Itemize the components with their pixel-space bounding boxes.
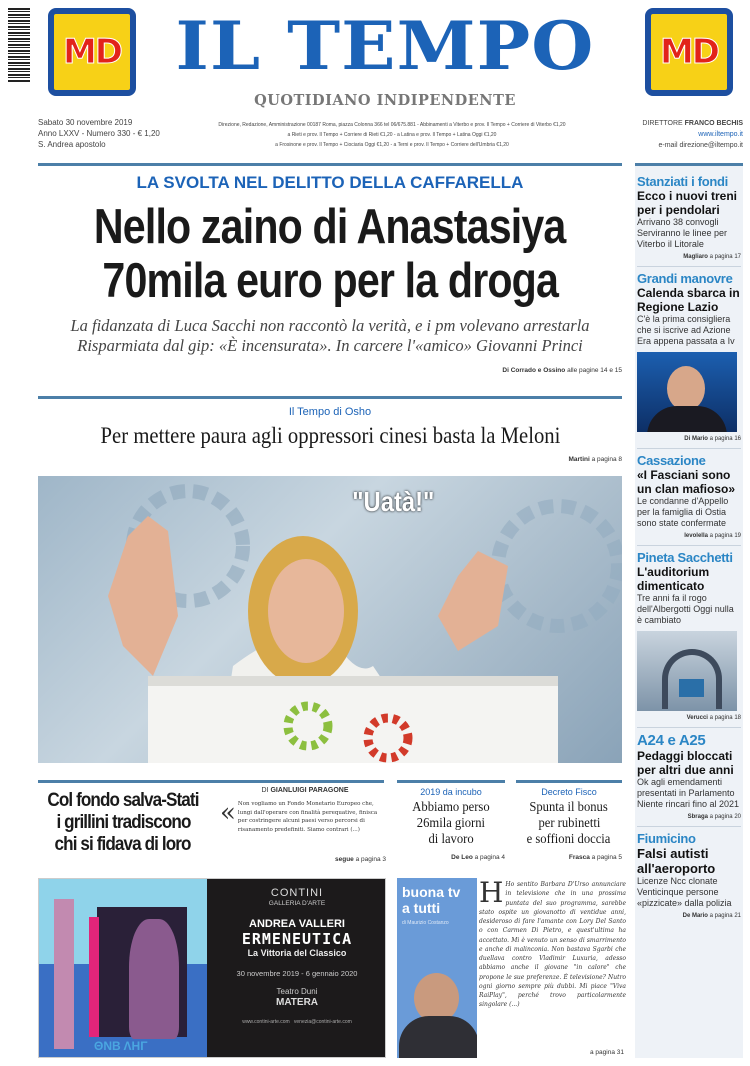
column-title: a tutti [402,900,441,916]
publisher-info [172,120,612,150]
sidebar-headline: Calenda sbarca in Regione Lazio [637,286,740,314]
column-author: di Maurizio Costanzo [402,920,449,926]
sidebar-story[interactable] [637,449,741,546]
divider [397,780,505,783]
editorial-text[interactable]: « Non vogliamo un Fondo Monetario Europeo che, lungi dall'operare con finalità perequative, finisca per costringere alcuni paesi verso percorsi di risanamento predefiniti. Siamo contrari (...) [220,800,378,833]
headline-line: 70mila euro per la droga [102,254,558,308]
divider [516,780,622,783]
headline-line: chi si fidava di loro [54,834,191,855]
col2-kicker: 2019 da incubo [420,787,482,797]
sidebar-body: Ok agli emendamenti presentati in Parlamento Niente rincari fino al 2021 [637,777,740,809]
byline-author: Magliaro [683,254,708,260]
column-portrait [399,968,477,1058]
page-ref: a pagina 18 [709,715,741,721]
photo-illustration [38,476,622,763]
byline-author: De Mario [682,913,708,919]
headline-line: per rubinetti [538,816,600,831]
second-headline[interactable] [38,422,622,450]
page-ref: alle pagine 14 e 15 [567,367,622,374]
ad-artist: ANDREA VALLERI [249,918,345,930]
col3-headline[interactable] [516,800,622,848]
col3-kicker: Decreto Fisco [541,787,597,797]
edition-info [38,117,168,150]
column-title: buona tv [402,884,461,900]
page-ref: a pagina 16 [709,436,741,442]
sidebar-headline: L'auditorium dimenticato [637,565,710,593]
ad-artwork [39,879,207,1058]
sidebar-story[interactable] [637,546,741,728]
column-text[interactable]: H Ho sentito Barbara D'Urso annunciare in televisione che in una prossima puntata del suo programma, sarebbe stato ospite un giovanotto di ventidue anni, desideroso di fare l'amante con Lory Del Santo o con Carmen Di Pietro, e quest'ultima ha accettato. Mi è venuto un senso di smarrimento e anche di malinconia. Non bastava Sgarbi che duellava contro Vladimir Luxuria, adesso abbiamo anche il giovane "in calore" che propone le sue preferenze. È televisione? Nutro ogni giorno sempre più dubbi. Mi piace "Viva RaiPlay", perché trovo particolarmente singolare (...) [479,880,626,1009]
editorial-author [226,787,384,794]
md-logo-left [48,8,136,96]
ad-venue: Teatro Duni [276,987,318,996]
advertisement[interactable] [38,878,386,1058]
email-link[interactable]: e-mail direzione@iltempo.it [658,142,743,149]
director-info [625,118,743,151]
headline-line: Spunta il bonus [529,800,609,815]
ad-subtitle: La Vittoria del Classico [247,948,347,958]
byline-author: Di Mario [684,436,708,442]
sidebar-body: C'è la prima consigliera che si iscrive ad Azione Era appena passata a Iv [637,314,735,346]
lead-headline[interactable] [38,200,622,308]
divider [635,163,743,166]
photo-caption: "Uatà!" [352,486,435,517]
column-box[interactable] [397,878,477,1058]
byline-author: Di Corrado e Ossino [502,367,566,374]
byline-author: Sbraga [687,814,708,820]
editorial-byline [220,856,386,863]
ad-dates: 30 novembre 2019 - 6 gennaio 2020 [236,969,358,978]
sidebar-story[interactable] [637,827,741,925]
sidebar-kicker: Pineta Sacchetti [637,550,733,565]
sidebar-story[interactable] [637,728,741,827]
sidebar-photo [637,352,737,432]
author-name: GIANLUIGI PARAGONE [270,787,349,794]
page-ref: a pagina 20 [709,814,741,820]
page-ref: a pagina 5 [591,854,622,861]
col2-headline[interactable] [397,800,505,848]
column-page-ref: a pagina 31 [590,1049,624,1056]
headline-line: e soffioni doccia [527,832,611,847]
summary-line: Risparmiata dal gip: «È incensurata». In carcere l'«amico» Giovanni Princi [77,336,583,355]
byline-author: Ievolella [684,533,708,539]
second-kicker: Il Tempo di Osho [288,406,372,418]
ad-mail: venezia@contini-arte.com [293,1019,352,1025]
sidebar-headline: Ecco i nuovi treni per i pendolari [637,189,738,217]
divider [38,396,622,399]
info-line: a Frosinone e prov. Il Tempo + Ciociaria Oggi €1,20 - a Terni e prov. Il Tempo + Corriere dell'Umbria €1,20 [275,142,509,148]
lead-kicker: LA SVOLTA NEL DELITTO DELLA CAFFARELLA [136,173,524,192]
sidebar-kicker: A24 e A25 [637,732,706,749]
director-name: FRANCO BECHIS [684,120,743,127]
sidebar-story[interactable] [637,170,741,267]
ad-gallery-sub: GALLERIA D'ARTE [268,900,326,907]
date: Sabato 30 novembre 2019 [38,118,133,127]
md-logo-text: MD [659,32,719,72]
sidebar-kicker: Cassazione [637,453,706,468]
sidebar-headline: «I Fasciani sono un clan mafioso» [637,468,736,496]
col2-byline [397,854,505,861]
sidebar-kicker: Stanziati i fondi [637,174,728,189]
sidebar-body: Le condanne d'Appello per la famiglia di Ostia sono state confermate [637,496,729,528]
headline-line: Col fondo salva-Stati [47,790,199,811]
lead-summary [38,316,622,356]
sidebar-stories [637,170,741,925]
issue: Anno LXXV - Numero 330 - € 1,20 [38,129,160,138]
ad-web: www.contini-arte.com [242,1019,290,1025]
byline-author: Martini [568,456,590,463]
ad-text-panel [207,879,386,1058]
ad-city: MATERA [275,997,319,1008]
lead-byline [38,367,622,374]
info-line: Direzione, Redazione, Amministrazione 00187 Roma, piazza Colonna 366 tel 06/675.881 - Abbinamenti a Viterbo e prov. Il Tempo + Corriere di Viterbo €1,20 [218,122,566,128]
newspaper-title: IL TEMPO [175,7,595,85]
second-byline [38,456,622,463]
author-prefix: DI [261,787,269,794]
page-ref: a pagina 8 [591,456,622,463]
page-ref: a pagina 19 [709,533,741,539]
director-label: DIRETTORE [642,120,683,127]
divider [38,163,622,166]
sidebar-body: Licenze Ncc clonate Venticinque persone «pizzicate» dalla polizia [637,876,732,908]
ad-art-text: ΘΝΒ ΛΗΓ [94,1039,148,1053]
page-ref: a pagina 3 [355,856,386,863]
divider [38,780,384,783]
sidebar-headline: Pedaggi bloccati per altri due anni [637,749,734,777]
headline-line: 26mila giorni [416,816,486,831]
md-logo-text: MD [62,32,122,72]
sidebar-story[interactable] [637,267,741,449]
column-body: Ho sentito Barbara D'Urso annunciare in televisione che in una prossima puntata del suo programma, sarebbe stato ospite un giovanotto di ventidue anni, desideroso di fare l'amante con Lory Del Santo o con Carmen Di Pietro, e quest'ultima ha accettato. Mi è venuto un senso di smarrimento e anche di malinconia. Non bastava Sgarbi che duellava contro Vladimir Luxuria, adesso abbiamo anche il giovane "in calore" che propone le sue preferenze. È televisione? Nutro ogni giorno sempre più dubbi. Mi piace "Viva RaiPlay", perché trovo particolarmente singolare (...) [479,881,626,1009]
col3-byline [516,854,622,861]
byline-author: Verucci [686,715,708,721]
headline-line: Abbiamo perso [412,800,490,815]
second-headline-text: Per mettere paura agli oppressori cinesi basta la Meloni [100,423,560,448]
page-ref: a pagina 17 [709,254,741,260]
ad-gallery: CONTINI [270,887,324,899]
bottom-main-headline[interactable] [30,790,216,856]
byline-author: segue [335,856,354,863]
ad-exhibition: ERMENEUTICA [241,930,353,948]
headline-line: Nello zaino di Anastasiya [94,200,566,254]
headline-line: di lavoro [428,832,474,847]
editorial-body: Non vogliamo un Fondo Monetario Europeo che, lungi dall'operare con finalità perequative, finisca per costringere alcuni paesi verso percorsi di risanamento predefiniti. Siamo contrari (...) [237,801,378,833]
sidebar-body: Tre anni fa il rogo dell'Albergotti Oggi nulla è cambiato [637,593,734,625]
byline-author: De Leo [451,854,473,861]
main-photo[interactable] [38,476,622,763]
page-ref: a pagina 21 [709,913,741,919]
saint: S. Andrea apostolo [38,140,106,149]
md-logo-right [645,8,733,96]
sidebar-kicker: Fiumicino [637,831,696,846]
barcode [8,8,30,82]
byline-author: Frasca [568,854,590,861]
newspaper-subtitle: QUOTIDIANO INDIPENDENTE [254,92,516,109]
sidebar-photo [637,631,737,711]
sidebar-body: Arrivano 38 convogli Serviranno le linee per Viterbo il Litorale [637,217,728,249]
website-link[interactable]: www.iltempo.it [698,131,743,138]
headline-line: i grillini tradiscono [55,812,191,833]
sidebar-kicker: Grandi manovre [637,271,733,286]
info-line: a Rieti e prov. Il Tempo + Corriere di Rieti €1,20 - a Latina e prov. Il Tempo + Latina Oggi €1,20 [287,132,497,138]
summary-line: La fidanzata di Luca Sacchi non raccontò la verità, e i pm volevano arrestarla [70,316,590,335]
sidebar-headline: Falsi autisti all'aeroporto [637,846,716,876]
page-ref: a pagina 4 [474,854,505,861]
